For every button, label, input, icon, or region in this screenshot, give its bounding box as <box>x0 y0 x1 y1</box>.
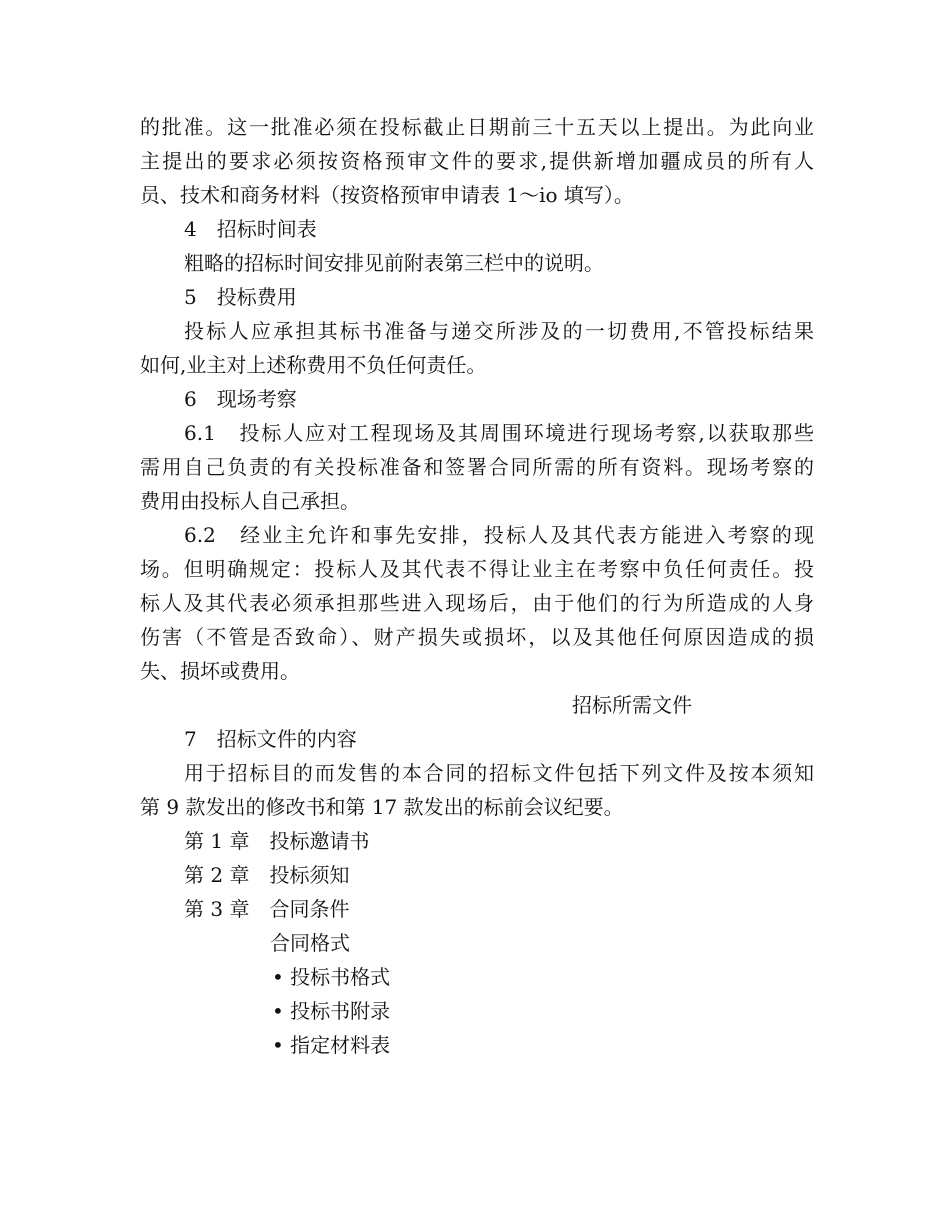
chapter-list-item: 第 1 章 投标邀请书 <box>184 829 370 853</box>
clause-6-1-line: 6.1 投标人应对工程现场及其周围环境进行现场考察,以获取那些 <box>184 421 814 445</box>
paragraph-line: 第 9 款发出的修改书和第 17 款发出的标前会议纪要。 <box>140 795 624 819</box>
chapter-list-item: 第 2 章 投标须知 <box>184 863 350 887</box>
document-page <box>140 110 814 1062</box>
section-heading-6: 6 现场考察 <box>184 387 297 411</box>
paragraph-line: 用于招标目的而发售的本合同的招标文件包括下列文件及按本须知 <box>184 761 814 785</box>
paragraph-line: 主提出的要求必须按资格预审文件的要求,提供新增加疆成员的所有人 <box>140 149 814 173</box>
section-heading-7: 7 招标文件的内容 <box>184 727 357 751</box>
sub-list-heading: 合同格式 <box>270 931 350 955</box>
paragraph-line: 粗略的招标时间安排见前附表第三栏中的说明。 <box>184 251 604 275</box>
bullet-item: • 投标书附录 <box>272 999 391 1023</box>
section-heading-5: 5 投标费用 <box>184 285 297 309</box>
paragraph-line: 如何,业主对上述称费用不负任何责任。 <box>140 353 487 377</box>
bullet-item: • 指定材料表 <box>272 1033 391 1057</box>
paragraph-line: 的批准。这一批准必须在投标截止日期前三十五天以上提出。为此向业 <box>140 115 814 139</box>
paragraph-line: 需用自己负责的有关投标准备和签署合同所需的所有资料。现场考察的 <box>140 455 814 479</box>
chapter-list-item: 第 3 章 合同条件 <box>184 897 350 921</box>
clause-6-2-line: 6.2 经业主允许和事先安排，投标人及其代表方能进入考察的现 <box>184 523 814 547</box>
paragraph-line: 费用由投标人自己承担。 <box>140 489 360 513</box>
paragraph-line: 投标人应承担其标书准备与递交所涉及的一切费用,不管投标结果 <box>184 319 814 343</box>
paragraph-line: 伤害（不管是否致命）、财产损失或损坏，以及其他任何原因造成的损 <box>140 625 814 649</box>
section-heading-4: 4 招标时间表 <box>184 217 317 241</box>
bullet-item: • 投标书格式 <box>272 965 391 989</box>
paragraph-line: 失、损坏或费用。 <box>140 659 300 683</box>
paragraph-line: 标人及其代表必须承担那些进入现场后，由于他们的行为所造成的人身 <box>140 591 814 615</box>
paragraph-line: 场。但明确规定：投标人及其代表不得让业主在考察中负任何责任。投 <box>140 557 814 581</box>
part-heading: 招标所需文件 <box>572 693 692 717</box>
paragraph-line: 员、技术和商务材料（按资格预审申请表 1～io 填写）。 <box>140 183 634 207</box>
